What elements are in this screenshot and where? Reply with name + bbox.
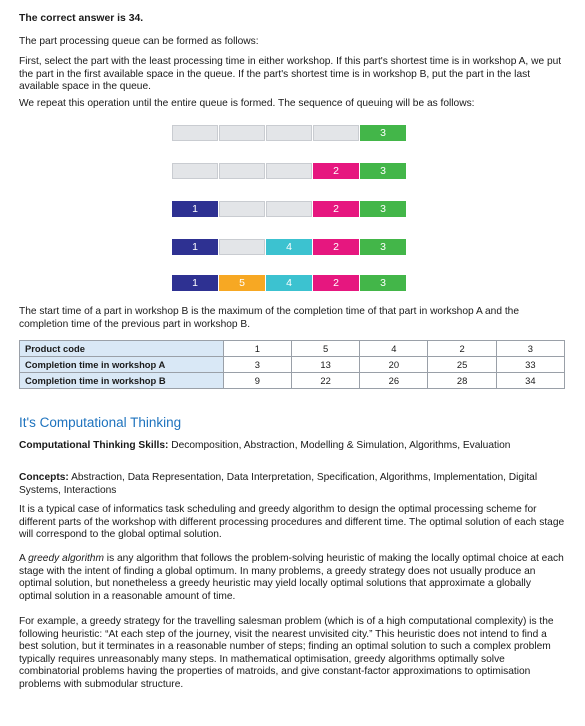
table-row [20, 373, 565, 389]
queue-cell: 3 [360, 275, 406, 291]
queue-cell [172, 125, 218, 141]
table-row [20, 357, 565, 373]
queue-cell: 3 [360, 163, 406, 179]
correct-answer: The correct answer is 34. [19, 13, 144, 24]
table-cell: 26 [360, 373, 428, 389]
table-cell: 20 [360, 357, 428, 373]
table-cell: 1 [223, 341, 291, 357]
queue-cell: 3 [360, 201, 406, 217]
scheduling-paragraph: It is a typical case of informatics task scheduling and greedy algorithm to design the optimal processing scheme for different parts of the workshop with different processing procedures and different time. The optimal solution of each stage will correspond to the global optimal solution. [19, 504, 565, 541]
table-cell: 3 [223, 357, 291, 373]
queue-cell [219, 239, 265, 255]
queue-cell: 1 [172, 275, 218, 291]
queue-cell: 4 [266, 275, 312, 291]
queue-cell [266, 201, 312, 217]
table-cell: 33 [496, 357, 564, 373]
completion-table [19, 340, 565, 389]
queue-cell [266, 125, 312, 141]
greedy-term: greedy algorithm [28, 553, 104, 564]
queue-row-5 [172, 275, 406, 291]
queue-row-3 [172, 201, 406, 217]
greedy-rest: is any algorithm that follows the problem-solving heuristic of making the locally optimal choice at each stage with the intent of finding a global optimum. In many problems, a greedy strategy does not usually produce an optimal solution, but nonetheless a greedy heuristic may yield locally optimal solutions that approximate a globally optimal solution in a reasonable amount of time. [19, 553, 564, 602]
intro-text: The part processing queue can be formed as follows: [19, 36, 259, 47]
queue-cell [313, 125, 359, 141]
queue-cell [219, 163, 265, 179]
queue-cell [266, 163, 312, 179]
row-header: Completion time in workshop B [20, 373, 224, 389]
tsp-paragraph: For example, a greedy strategy for the travelling salesman problem (which is of a high computational complexity) is the following heuristic: “At each step of the journey, visit the nearest unvisited city.” This heuristic does not intend to find a best solution, but it terminates in a reasonable number of steps; finding an optimal solution to such a complex problem typically requires unreasonably many steps. In mathematical optimisation, greedy algorithms optimally solve combinatorial problems having the properties of matroids, and give constant-factor approximations to optimisation problems with submodular structure. [19, 616, 554, 690]
table-cell: 4 [360, 341, 428, 357]
queue-cell: 4 [266, 239, 312, 255]
skills-paragraph [19, 440, 565, 453]
table-cell: 3 [496, 341, 564, 357]
rule-text: First, select the part with the least processing time in either workshop. If this part's shortest time is in workshop A, we put the part in the first available space in the queue. If the part's shortest time is in workshop B, put the part in the last available space in the queue. [19, 56, 562, 93]
section-title: It's Computational Thinking [19, 415, 182, 430]
table-cell: 34 [496, 373, 564, 389]
greedy-paragraph [19, 553, 565, 603]
concepts-paragraph [19, 472, 565, 497]
table-cell: 28 [428, 373, 496, 389]
queue-row-1 [172, 125, 406, 141]
queue-cell: 1 [172, 239, 218, 255]
table-cell: 13 [291, 357, 359, 373]
queue-cell [219, 201, 265, 217]
table-cell: 5 [291, 341, 359, 357]
queue-row-2 [172, 163, 406, 179]
table-cell: 9 [223, 373, 291, 389]
queue-cell: 3 [360, 239, 406, 255]
queue-cell: 2 [313, 201, 359, 217]
table-row [20, 341, 565, 357]
queue-cell [219, 125, 265, 141]
skills-label: Computational Thinking Skills: [19, 440, 169, 451]
queue-cell: 1 [172, 201, 218, 217]
queue-cell: 2 [313, 275, 359, 291]
queue-cell: 2 [313, 239, 359, 255]
concepts-text: Abstraction, Data Representation, Data Interpretation, Specification, Algorithms, Implementation, Digital Systems, Interactions [19, 472, 538, 496]
table-cell: 2 [428, 341, 496, 357]
greedy-prefix: A [19, 553, 29, 564]
queue-cell [172, 163, 218, 179]
queue-cell: 5 [219, 275, 265, 291]
queue-cell: 2 [313, 163, 359, 179]
row-header: Completion time in workshop A [20, 357, 224, 373]
concepts-label: Concepts: [19, 472, 69, 483]
row-header: Product code [20, 341, 224, 357]
table-cell: 22 [291, 373, 359, 389]
repeat-text: We repeat this operation until the entire queue is formed. The sequence of queuing will be as follows: [19, 98, 475, 109]
start-time-text: The start time of a part in workshop B is the maximum of the completion time of that part in workshop A and the completion time of the previous part in workshop B. [19, 306, 519, 330]
skills-text: Decomposition, Abstraction, Modelling & Simulation, Algorithms, Evaluation [168, 440, 511, 451]
queue-cell: 3 [360, 125, 406, 141]
table-cell: 25 [428, 357, 496, 373]
queue-row-4 [172, 239, 406, 255]
